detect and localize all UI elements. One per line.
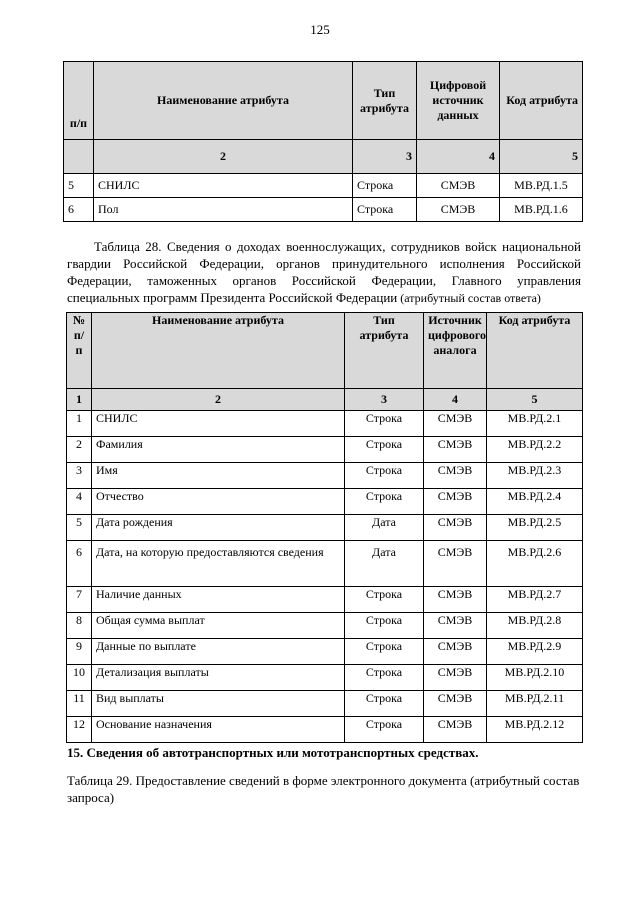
- header-cell-type: Тип атрибута: [353, 62, 417, 140]
- row-type: Дата: [345, 541, 424, 587]
- number-cell: 2: [92, 389, 345, 411]
- row-source: СМЭВ: [424, 613, 487, 639]
- number-cell: [64, 140, 94, 174]
- table-row: [67, 463, 583, 489]
- row-number: 9: [67, 639, 92, 665]
- row-code: МВ.РД.2.3: [487, 463, 583, 489]
- row-number: 1: [67, 411, 92, 437]
- attributes-table-2: [66, 312, 583, 743]
- row-type: Строка: [345, 463, 424, 489]
- header-cell-source: Цифровой источник данных: [417, 62, 500, 140]
- row-source: СМЭВ: [424, 437, 487, 463]
- attributes-table-1: [63, 61, 583, 222]
- row-type: Строка: [353, 198, 417, 222]
- row-type: Строка: [345, 437, 424, 463]
- header-cell-number: п/п: [64, 62, 94, 140]
- row-type: Строка: [345, 639, 424, 665]
- row-number: 6: [64, 198, 94, 222]
- row-number: 8: [67, 613, 92, 639]
- row-source: СМЭВ: [424, 665, 487, 691]
- row-source: СМЭВ: [417, 174, 500, 198]
- row-code: МВ.РД.2.9: [487, 639, 583, 665]
- row-name: Дата рождения: [92, 515, 345, 541]
- row-code: МВ.РД.2.12: [487, 717, 583, 743]
- table-29-caption: Таблица 29. Предоставление сведений в форме электронного документа (атрибутный состав запроса): [67, 773, 580, 805]
- number-cell: 5: [500, 140, 583, 174]
- row-code: МВ.РД.2.2: [487, 437, 583, 463]
- table-row: [67, 717, 583, 743]
- table-row: [67, 639, 583, 665]
- number-cell: 3: [345, 389, 424, 411]
- row-number: 3: [67, 463, 92, 489]
- row-number: 5: [64, 174, 94, 198]
- table-row: [67, 613, 583, 639]
- row-code: МВ.РД.2.8: [487, 613, 583, 639]
- row-source: СМЭВ: [424, 463, 487, 489]
- table-row: [67, 515, 583, 541]
- row-source: СМЭВ: [424, 411, 487, 437]
- table-row: [67, 437, 583, 463]
- row-name: Имя: [92, 463, 345, 489]
- table-row: [67, 587, 583, 613]
- table-row: [64, 198, 583, 222]
- table-row: [67, 665, 583, 691]
- row-source: СМЭВ: [424, 587, 487, 613]
- row-name: Фамилия: [92, 437, 345, 463]
- row-name: Общая сумма выплат: [92, 613, 345, 639]
- row-code: МВ.РД.2.1: [487, 411, 583, 437]
- header-cell-name: Наименование атрибута: [94, 62, 353, 140]
- row-code: МВ.РД.2.11: [487, 691, 583, 717]
- row-type: Строка: [345, 613, 424, 639]
- number-cell: 4: [417, 140, 500, 174]
- table-row: [64, 174, 583, 198]
- row-type: Строка: [345, 411, 424, 437]
- row-code: МВ.РД.2.7: [487, 587, 583, 613]
- row-name: Наличие данных: [92, 587, 345, 613]
- row-name: Данные по выплате: [92, 639, 345, 665]
- table-28-caption: Таблица 28. Сведения о доходах военнослужащих, сотрудников войск национальной гвардии Российской Федерации, органов принудительного исполнения Российской Федерации, таможенных органов Российской Федерации, Главного управления специальных программ Президента Российской Федерации (атрибутный состав ответа): [67, 239, 581, 305]
- row-source: СМЭВ: [424, 515, 487, 541]
- row-source: СМЭВ: [424, 717, 487, 743]
- number-cell: 3: [353, 140, 417, 174]
- row-type: Строка: [345, 665, 424, 691]
- row-number: 4: [67, 489, 92, 515]
- row-name: СНИЛС: [94, 174, 353, 198]
- page-number: 125: [310, 22, 330, 37]
- row-code: МВ.РД.2.4: [487, 489, 583, 515]
- header-cell-number: № п/п: [67, 313, 92, 389]
- header-cell-code: Код атрибута: [487, 313, 583, 389]
- row-name: Вид выплаты: [92, 691, 345, 717]
- number-cell: 4: [424, 389, 487, 411]
- row-name: Основание назначения: [92, 717, 345, 743]
- table-row: [67, 489, 583, 515]
- table-row: [67, 411, 583, 437]
- row-type: Дата: [345, 515, 424, 541]
- section-heading: 15. Сведения об автотранспортных или мототранспортных средствах.: [67, 745, 479, 760]
- row-source: СМЭВ: [417, 198, 500, 222]
- number-cell: 2: [94, 140, 353, 174]
- row-type: Строка: [345, 489, 424, 515]
- row-number: 7: [67, 587, 92, 613]
- header-cell-code: Код атрибута: [500, 62, 583, 140]
- row-number: 11: [67, 691, 92, 717]
- row-code: МВ.РД.2.6: [487, 541, 583, 587]
- row-source: СМЭВ: [424, 541, 487, 587]
- row-number: 6: [67, 541, 92, 587]
- row-code: МВ.РД.1.5: [500, 174, 583, 198]
- row-number: 2: [67, 437, 92, 463]
- table-row: [67, 691, 583, 717]
- header-cell-type: Тип атрибута: [345, 313, 424, 389]
- row-code: МВ.РД.2.5: [487, 515, 583, 541]
- row-number: 10: [67, 665, 92, 691]
- row-type: Строка: [353, 174, 417, 198]
- table-row: [67, 541, 583, 587]
- row-number: 5: [67, 515, 92, 541]
- row-code: МВ.РД.1.6: [500, 198, 583, 222]
- row-code: МВ.РД.2.10: [487, 665, 583, 691]
- row-type: Строка: [345, 691, 424, 717]
- row-source: СМЭВ: [424, 691, 487, 717]
- row-name: СНИЛС: [92, 411, 345, 437]
- row-source: СМЭВ: [424, 489, 487, 515]
- header-cell-name: Наименование атрибута: [92, 313, 345, 389]
- row-type: Строка: [345, 717, 424, 743]
- number-cell: 1: [67, 389, 92, 411]
- row-source: СМЭВ: [424, 639, 487, 665]
- row-name: Отчество: [92, 489, 345, 515]
- row-type: Строка: [345, 587, 424, 613]
- row-number: 12: [67, 717, 92, 743]
- row-name: Пол: [94, 198, 353, 222]
- number-cell: 5: [487, 389, 583, 411]
- header-cell-source: Источник цифрового аналога: [424, 313, 487, 389]
- row-name: Дата, на которую предоставляются сведения: [92, 541, 345, 587]
- row-name: Детализация выплаты: [92, 665, 345, 691]
